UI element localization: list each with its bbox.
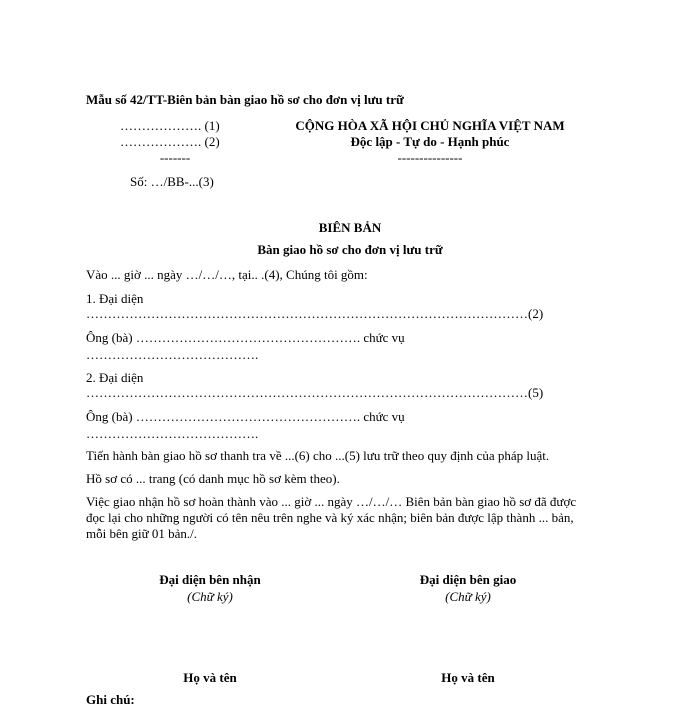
- giver-title: Đại diện bên giao: [419, 572, 517, 587]
- receiver-signature-hint: (Chữ ký): [187, 589, 233, 604]
- org-line-2: ………………. (2): [120, 134, 220, 149]
- party2-dots: …………………………………………………………………………………………(5): [86, 385, 544, 400]
- org-line-1: ………………. (1): [120, 118, 220, 133]
- document-title: BIÊN BẢN: [318, 220, 382, 235]
- giver-name-label: Họ và tên: [441, 670, 495, 685]
- body-paragraph-2: Hồ sơ có ... trang (có danh mục hồ sơ kèm theo).: [86, 471, 340, 486]
- receiver-name-label: Họ và tên: [183, 670, 237, 685]
- party2-person: Ông (bà) ……………………………………………. chức vụ: [86, 409, 405, 424]
- body-paragraph-1: Tiến hành bàn giao hồ sơ thanh tra về ...(6) cho ...(5) lưu trữ theo quy định của pháp luật.: [86, 448, 550, 463]
- document-subtitle: Bàn giao hồ sơ cho đơn vị lưu trữ: [257, 242, 443, 257]
- party1-person: Ông (bà) ……………………………………………. chức vụ: [86, 330, 405, 345]
- note-label: Ghi chú:: [86, 692, 135, 707]
- receiver-title: Đại diện bên nhận: [159, 572, 261, 587]
- org-rule: -------: [159, 150, 191, 165]
- party2-label: 2. Đại diện: [86, 370, 144, 385]
- form-title: Mẫu số 42/TT-Biên bản bàn giao hồ sơ cho đơn vị lưu trữ: [86, 92, 404, 107]
- party2-person-dots: ………………………………….: [86, 426, 259, 441]
- country-name: CỘNG HÒA XÃ HỘI CHỦ NGHĨA VIỆT NAM: [295, 118, 565, 133]
- giver-signature-hint: (Chữ ký): [445, 589, 491, 604]
- motto: Độc lập - Tự do - Hạnh phúc: [350, 134, 510, 149]
- party1-person-dots: ………………………………….: [86, 347, 259, 362]
- party1-label: 1. Đại diện: [86, 291, 144, 306]
- document-number: Số: …/BB-...(3): [130, 174, 214, 189]
- motto-rule: ---------------: [397, 150, 463, 165]
- party1-dots: …………………………………………………………………………………………(2): [86, 306, 544, 321]
- body-paragraph-3: Việc giao nhận hồ sơ hoàn thành vào ... giờ ... ngày …/…/… Biên bản bàn giao hồ sơ đã được đọc lại cho những người có tên nêu trên nghe và ký xác nhận; biên bản được lập thành ... bản, mỗi bên giữ 01 bản./.: [86, 494, 577, 541]
- intro-line: Vào ... giờ ... ngày …/…/…, tại.. .(4), Chúng tôi gồm:: [86, 267, 368, 282]
